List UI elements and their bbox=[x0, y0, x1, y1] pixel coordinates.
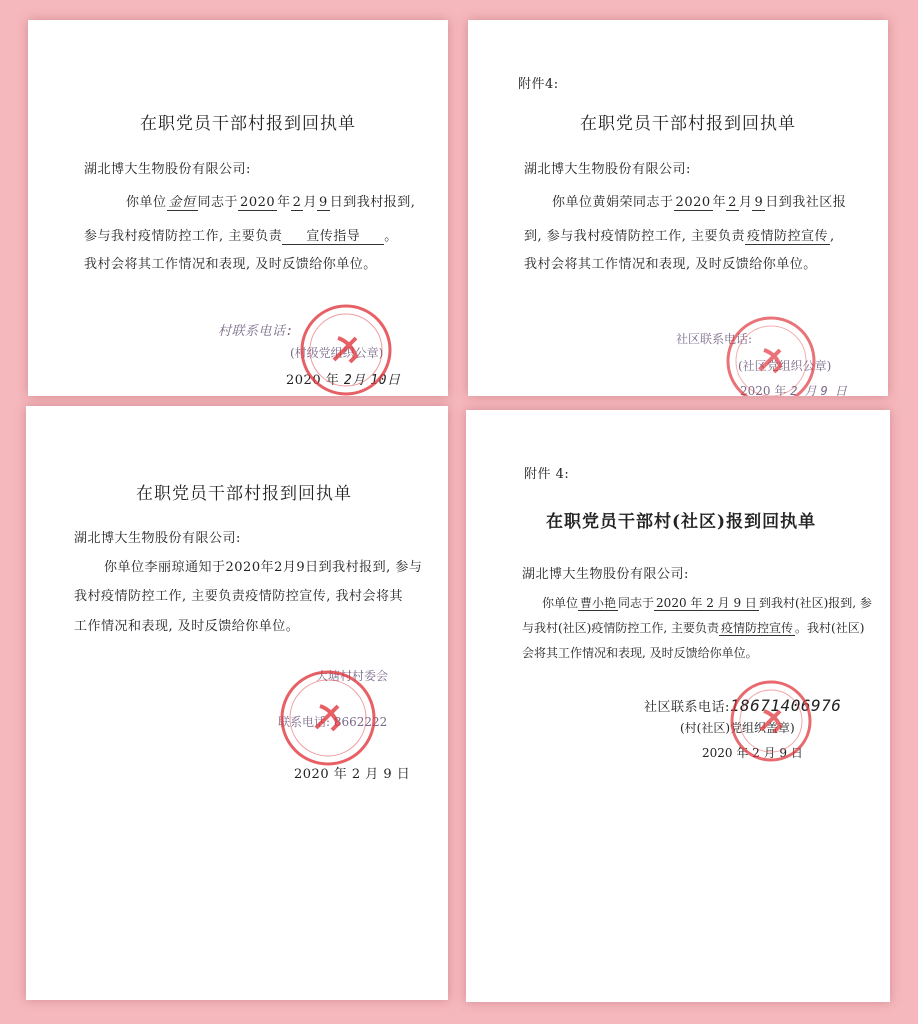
month-handwritten: 2 月 bbox=[790, 384, 817, 396]
reporter-name: 曹小艳 bbox=[580, 596, 617, 610]
doc3-contact: 联系电话: 8662222 bbox=[278, 715, 388, 729]
doc2-attachment: 附件4: bbox=[518, 77, 559, 92]
doc4-title: 在职党员干部村(社区)报到回执单 bbox=[546, 512, 817, 532]
document-4 bbox=[466, 410, 890, 1002]
text: 月 bbox=[738, 195, 753, 210]
text: 2020 年 bbox=[740, 384, 787, 396]
document-1 bbox=[28, 20, 448, 396]
doc2-line3: 我村会将其工作情况和表现, 及时反馈给你单位。 bbox=[524, 257, 817, 272]
phone-handwritten: 18671406976 bbox=[729, 696, 842, 715]
duty: 疫情防控宣传 bbox=[747, 229, 829, 244]
doc2-seal-note: (社区党组织公章) bbox=[738, 359, 832, 373]
duty: 疫情防控宣传 bbox=[721, 621, 794, 635]
official-seal-icon bbox=[298, 302, 394, 396]
report-date: 2020 年 2 月 9 日 bbox=[656, 596, 757, 610]
text: 同志于 bbox=[633, 195, 674, 210]
day: 9 bbox=[318, 195, 328, 210]
doc4-seal-note: (村(社区)党组织盖章) bbox=[680, 721, 795, 735]
text: 你单位 bbox=[126, 195, 167, 210]
text: 年 bbox=[712, 195, 727, 210]
doc4-line2 bbox=[522, 622, 864, 634]
text: 。我村(社区) bbox=[795, 621, 865, 635]
reporter-name: 金恒 bbox=[168, 195, 196, 210]
day: 9 bbox=[754, 195, 764, 210]
year: 2020 bbox=[675, 195, 711, 210]
year: 2020 bbox=[240, 195, 276, 210]
doc4-addressee: 湖北博大生物股份有限公司: bbox=[522, 567, 689, 582]
text: 月 bbox=[303, 195, 317, 210]
document-3 bbox=[26, 406, 448, 1000]
month: 2 bbox=[292, 195, 302, 210]
contact-label: 社区联系电话: bbox=[644, 700, 730, 715]
month: 2 bbox=[728, 195, 737, 210]
text: 与我村(社区)疫情防控工作, 主要负责 bbox=[522, 621, 719, 635]
doc3-date: 2020 年 2 月 9 日 bbox=[294, 767, 411, 782]
doc3-committee: 大塘村村委会 bbox=[316, 669, 389, 683]
official-seal-icon bbox=[278, 668, 378, 768]
doc4-date: 2020 年 2 月 9 日 bbox=[702, 746, 803, 760]
text: 2020 年 bbox=[286, 373, 340, 388]
text: 年 bbox=[277, 195, 291, 210]
doc1-seal-note: (村级党组织公章) bbox=[290, 346, 384, 360]
doc3-line1: 你单位李丽琼通知于2020年2月9日到我村报到, 参与 bbox=[104, 560, 423, 575]
text: 到我村(社区)报到, 参 bbox=[758, 596, 872, 610]
text: 你单位 bbox=[542, 596, 579, 610]
official-seal-icon bbox=[724, 314, 818, 396]
doc4-line1 bbox=[542, 597, 872, 609]
reporter-name: 黄娟荣 bbox=[592, 195, 634, 210]
text: 日到我社区报 bbox=[765, 195, 847, 210]
doc3-addressee: 湖北博大生物股份有限公司: bbox=[74, 531, 241, 546]
text: 你单位 bbox=[552, 195, 593, 210]
doc2-contact: 社区联系电话: bbox=[676, 332, 753, 346]
day-handwritten: 10日 bbox=[370, 373, 401, 388]
doc3-line2: 我村疫情防控工作, 主要负责疫情防控宣传, 我村会将其 bbox=[74, 589, 404, 604]
text: 同志于 bbox=[618, 596, 655, 610]
doc3-line3: 工作情况和表现, 及时反馈给你单位。 bbox=[74, 619, 300, 634]
day-handwritten: 9 日 bbox=[820, 384, 847, 396]
doc1-line2 bbox=[84, 230, 398, 243]
doc4-attachment: 附件 4: bbox=[524, 467, 570, 482]
doc1-line3: 我村会将其工作情况和表现, 及时反馈给你单位。 bbox=[84, 257, 377, 272]
official-seal-icon bbox=[728, 678, 814, 764]
doc1-title: 在职党员干部村报到回执单 bbox=[140, 114, 356, 134]
month-handwritten: 2月 bbox=[343, 373, 366, 388]
doc2-addressee: 湖北博大生物股份有限公司: bbox=[524, 162, 691, 177]
document-2 bbox=[468, 20, 888, 396]
doc1-addressee: 湖北博大生物股份有限公司: bbox=[84, 162, 251, 177]
doc4-line3: 会将其工作情况和表现, 及时反馈给你单位。 bbox=[522, 646, 758, 660]
text: 到, 参与我村疫情防控工作, 主要负责 bbox=[524, 229, 746, 244]
doc1-line1 bbox=[126, 196, 415, 209]
text: , bbox=[830, 229, 835, 244]
text: 同志于 bbox=[197, 195, 239, 210]
doc2-line2 bbox=[524, 230, 835, 243]
duty: 宣传指导 bbox=[282, 229, 384, 245]
text: 。 bbox=[384, 229, 398, 244]
text: 日到我村报到, bbox=[329, 195, 416, 210]
doc1-contact: 村联系电话: bbox=[218, 324, 294, 339]
text: 参与我村疫情防控工作, 主要负责 bbox=[84, 229, 283, 244]
doc2-line1 bbox=[552, 196, 846, 209]
doc3-title: 在职党员干部村报到回执单 bbox=[136, 484, 352, 504]
doc2-title: 在职党员干部村报到回执单 bbox=[580, 114, 796, 134]
